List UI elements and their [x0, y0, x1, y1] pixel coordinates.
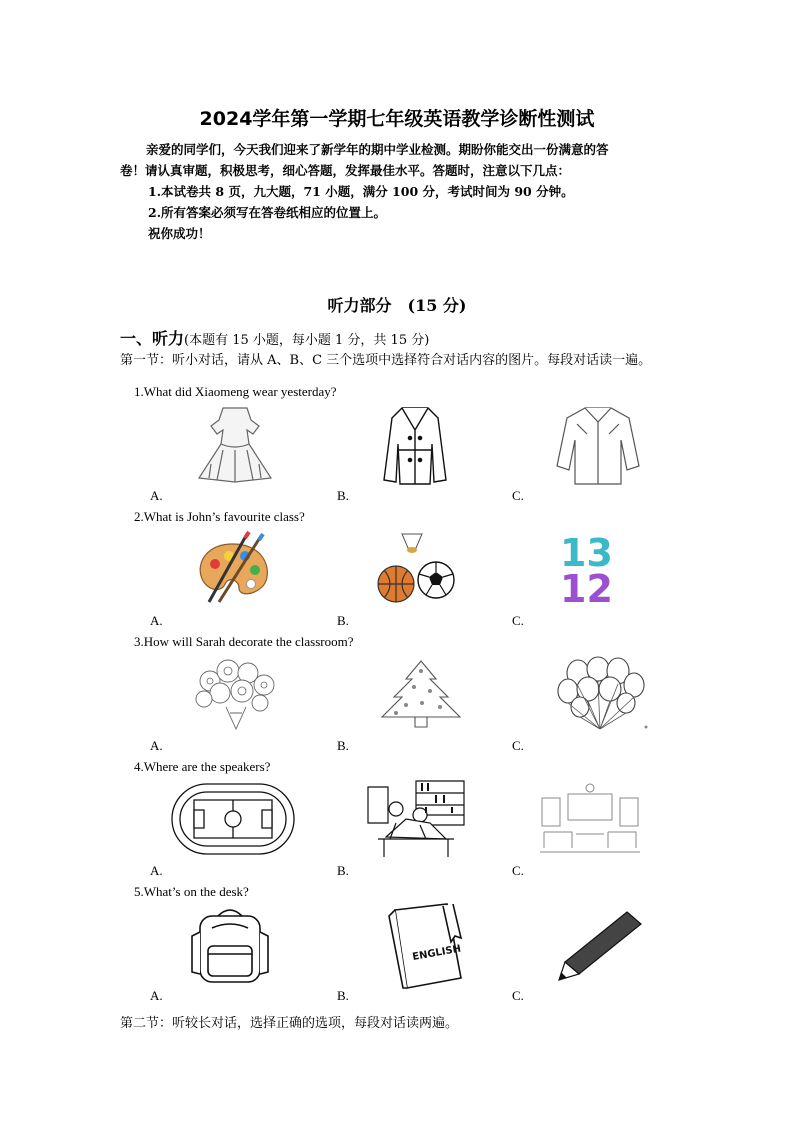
question-2: 2.What is John’s favourite class? — [134, 509, 305, 524]
section-1-instructions: 第一节：听小对话，请从 A、B、C 三个选项中选择符合对话内容的图片。每段对话读一遍。 — [120, 353, 652, 368]
question-1: 1.What did Xiaomeng wear yesterday? — [134, 384, 337, 399]
book-cover-text: ENGLISH — [411, 943, 462, 963]
q5-option-a[interactable]: A. — [150, 988, 163, 1003]
q1-option-a[interactable]: A. — [150, 488, 163, 503]
shirt-icon — [555, 404, 641, 486]
pencil-icon — [557, 910, 643, 982]
listening-part-title — [120, 326, 429, 349]
question-3: 3.How will Sarah decorate the classroom? — [134, 634, 354, 649]
q3-option-c[interactable]: C. — [512, 738, 524, 753]
intro-line-1: 亲爱的同学们，今天我们迎来了新学年的期中学业检测。期盼你能交出一份满意的答 — [146, 142, 609, 157]
note-2: 2.所有答案必须写在答卷纸相应的位置上。 — [148, 205, 387, 220]
numbers-top: 13 — [560, 531, 613, 575]
book-icon — [385, 902, 465, 990]
christmas-tree-icon — [378, 657, 464, 731]
q5-option-c[interactable]: C. — [512, 988, 524, 1003]
q3-option-b[interactable]: B. — [337, 738, 349, 753]
flowers-icon — [190, 657, 282, 731]
note-1: 1.本试卷共 8 页，九大题，71 小题，满分 100 分，考试时间为 90 分钟。 — [148, 184, 574, 199]
coat-icon — [382, 404, 448, 488]
question-5: 5.What’s on the desk? — [134, 884, 249, 899]
part-label: 一、听力 — [120, 329, 185, 348]
sports-balls-icon — [376, 530, 458, 604]
library-icon — [366, 779, 466, 859]
q5-option-b[interactable]: B. — [337, 988, 349, 1003]
palette-icon — [195, 530, 271, 604]
playground-icon — [170, 782, 296, 856]
wish: 祝你成功！ — [148, 226, 211, 241]
listening-heading: 听力部分 (15 分) — [327, 296, 467, 315]
numbers-icon — [558, 530, 638, 611]
q1-option-c[interactable]: C. — [512, 488, 524, 503]
page-title: 2024学年第一学期七年级英语教学诊断性测试 — [199, 108, 595, 130]
numbers-bottom: 12 — [560, 567, 613, 611]
dress-icon — [197, 404, 273, 484]
q2-option-b[interactable]: B. — [337, 613, 349, 628]
q1-option-b[interactable]: B. — [337, 488, 349, 503]
q2-option-c[interactable]: C. — [512, 613, 524, 628]
classroom-icon — [538, 782, 642, 854]
q2-option-a[interactable]: A. — [150, 613, 163, 628]
q3-option-a[interactable]: A. — [150, 738, 163, 753]
question-4: 4.Where are the speakers? — [134, 759, 271, 774]
q4-option-a[interactable]: A. — [150, 863, 163, 878]
section-2-instructions: 第二节：听较长对话，选择正确的选项，每段对话读两遍。 — [120, 1016, 459, 1031]
q4-option-b[interactable]: B. — [337, 863, 349, 878]
part-note: (本题有 15 小题，每小题 1 分，共 15 分) — [184, 333, 430, 348]
balloons-icon — [554, 657, 650, 733]
intro-line-2: 卷！请认真审题，积极思考，细心答题，发挥最佳水平。答题时，注意以下几点： — [120, 163, 571, 178]
backpack-icon — [190, 906, 270, 986]
q4-option-c[interactable]: C. — [512, 863, 524, 878]
